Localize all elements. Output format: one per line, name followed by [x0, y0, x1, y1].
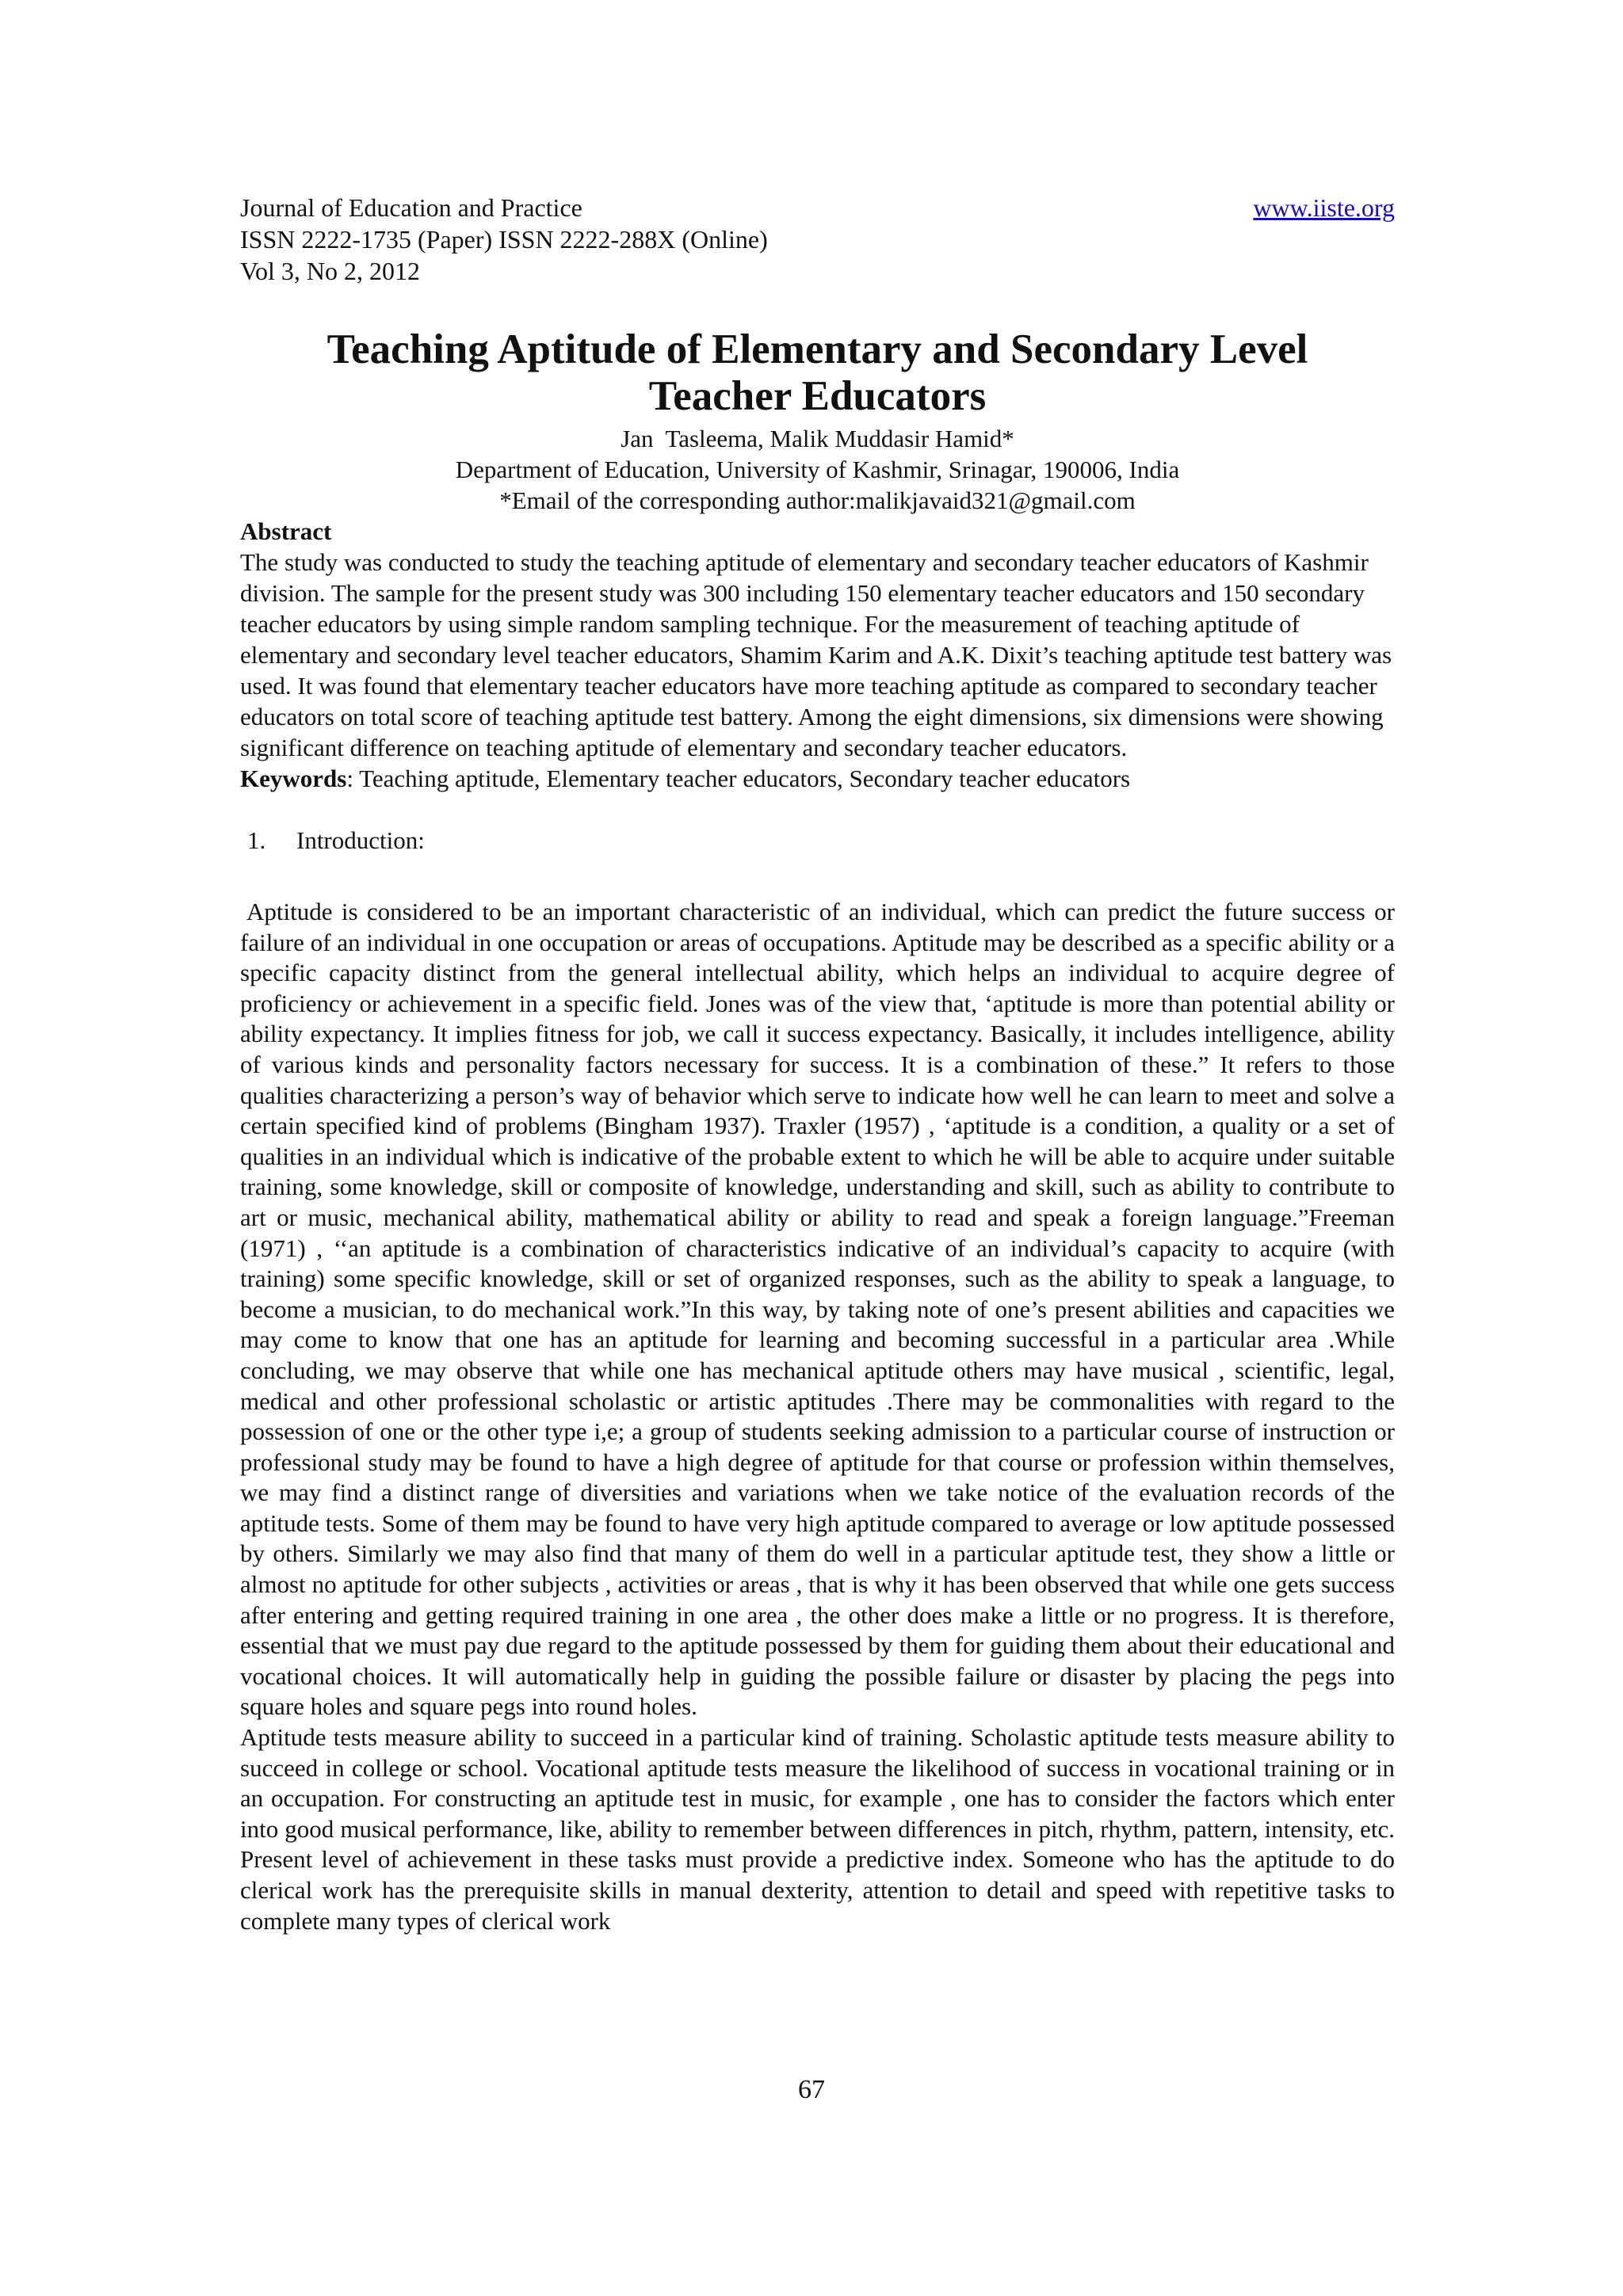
abstract-heading: Abstract	[240, 517, 332, 545]
volume-line: Vol 3, No 2, 2012	[240, 257, 420, 285]
section-title: Introduction:	[296, 826, 425, 854]
title-line-1: Teaching Aptitude of Elementary and Secondary Level	[327, 326, 1308, 372]
paper-title	[240, 326, 1395, 420]
section-number: 1.	[247, 826, 266, 854]
abstract-text: The study was conducted to study the teaching aptitude of elementary and secondary teacher educators of Kashmir division. The sample for the present study was 300 including 150 elementary teacher educators and 150 secondary teacher educators by using simple random sampling technique. For the measurement of teaching aptitude of elementary and secondary level teacher educators, Shamim Karim and A.K. Dixit’s teaching aptitude test battery was used. It was found that elementary teacher educators have more teaching aptitude as compared to secondary teacher educators on total score of teaching aptitude test battery. Among the eight dimensions, six dimensions were showing significant difference on teaching aptitude of elementary and secondary teacher educators.	[240, 548, 1392, 761]
journal-header	[240, 192, 1395, 287]
keywords-text: : Teaching aptitude, Elementary teacher educators, Secondary teacher educators	[346, 765, 1131, 792]
paragraph-1: Aptitude is considered to be an important characteristic of an individual, which can predict the future success or failure of an individual in one occupation or areas of occupations. Aptitude may be described as a specific ability or a specific capacity distinct from the general intellectual ability, which helps an individual to acquire degree of proficiency or achievement in a specific field. Jones was of the view that, ‘aptitude is more than potential ability or ability expectancy. It implies fitness for job, we call it success expectancy. Basically, it includes intelligence, ability of various kinds and personality factors necessary for success. It is a combination of these.” It refers to those qualities characterizing a person’s way of behavior which serve to indicate how well he can learn to meet and solve a certain specified kind of problems (Bingham 1937). Traxler (1957) , ‘aptitude is a condition, a quality or a set of qualities in an individual which is indicative of the probable extent to which he will be able to acquire under suitable training, some knowledge, skill or composite of knowledge, understanding and skill, such as ability to contribute to art or music, mechanical ability, mathematical ability or ability to read and speak a foreign language.”Freeman (1971) , ‘‘an aptitude is a combination of characteristics indicative of an individual’s capacity to acquire (with training) some specific knowledge, skill or set of organized responses, such as the ability to speak a language, to become a musician, to do mechanical work.”In this way, by taking note of one’s present abilities and capacities we may come to know that one has an aptitude for learning and becoming successful in a particular area .While concluding, we may observe that while one has mechanical aptitude others may have musical , scientific, legal, medical and other professional scholastic or artistic aptitudes .There may be commonalities with regard to the possession of one or the other type i,e; a group of students seeking admission to a particular course of instruction or professional study may be found to have a high degree of aptitude for that course or profession within themselves, we may find a distinct range of diversities and variations when we take notice of the evaluation records of the aptitude tests. Some of them may be found to have very high aptitude compared to average or low aptitude possessed by others. Similarly we may also find that many of them do well in a particular aptitude test, they show a little or almost no aptitude for other subjects , activities or areas , that is why it has been observed that while one gets success after entering and getting required training in one area , the other does make a little or no progress. It is therefore, essential that we must pay due regard to the aptitude possessed by them for guiding them about their educational and vocational choices. It will automatically help in guiding the possible failure or disaster by placing the pegs into square holes and square pegs into round holes.	[240, 898, 1395, 1721]
keywords-line	[240, 763, 1395, 794]
keywords-label: Keywords	[240, 765, 347, 792]
authors: Jan Tasleema, Malik Muddasir Hamid*	[621, 425, 1014, 452]
paragraph-2: Aptitude tests measure ability to succeed in a particular kind of training. Scholastic aptitude tests measure ability to succeed in college or school. Vocational aptitude tests measure the likelihood of success in vocational training or in an occupation. For constructing an aptitude test in music, for example , one has to consider the factors which enter into good musical performance, like, ability to remember between differences in pitch, rhythm, pattern, intensity, etc. Present level of achievement in these tasks must provide a predictive index. Someone who has the aptitude to do clerical work has the prerequisite skills in manual dexterity, attention to detail and speed with repetitive tasks to complete many types of clerical work	[240, 1723, 1395, 1935]
body-text	[240, 897, 1395, 1936]
corresponding-email: *Email of the corresponding author:malikjavaid321@gmail.com	[499, 486, 1136, 514]
page-number: 67	[798, 2075, 825, 2104]
affiliation: Department of Education, University of Kashmir, Srinagar, 190006, India	[455, 456, 1180, 483]
author-block	[240, 423, 1395, 516]
section-heading-introduction	[247, 825, 425, 856]
abstract-section	[240, 516, 1395, 794]
title-line-2: Teacher Educators	[648, 373, 987, 419]
journal-name: Journal of Education and Practice	[240, 193, 582, 222]
journal-url-link[interactable]: www.iiste.org	[1253, 193, 1395, 222]
issn-line: ISSN 2222-1735 (Paper) ISSN 2222-288X (Online)	[240, 225, 768, 254]
